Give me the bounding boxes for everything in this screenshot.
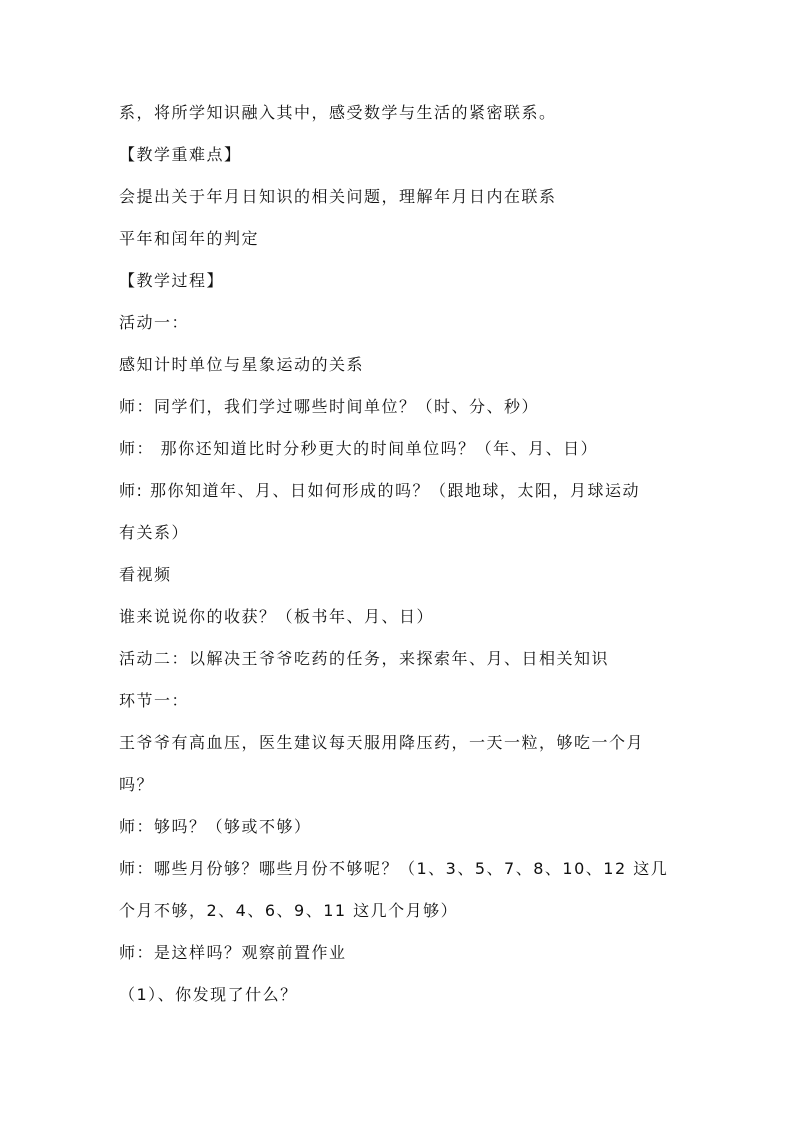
activity-two-heading: 活动二：以解决王爷爷吃药的任务，来探索年、月、日相关知识 [119,649,610,668]
step-one-heading: 环节一： [119,691,190,710]
dialogue-line-continuation: 个月不够，2、4、6、9、11 这几个月够） [119,901,459,920]
paragraph-line: 平年和闰年的判定 [119,229,260,248]
question-line: （1）、你发现了什么？ [119,985,298,1004]
paragraph-line: 感知计时单位与星象运动的关系 [119,355,365,374]
paragraph-line: 王爷爷有高血压，医生建议每天服用降压药，一天一粒，够吃一个月 [119,733,645,752]
section-heading-process: 【教学过程】 [119,271,225,290]
dialogue-line: 师：同学们，我们学过哪些时间单位？（时、分、秒） [119,397,540,416]
paragraph-line: 系，将所学知识融入其中，感受数学与生活的紧密联系。 [119,103,557,122]
paragraph-line: 会提出关于年月日知识的相关问题，理解年月日内在联系 [119,187,557,206]
activity-one-heading: 活动一： [119,313,190,332]
paragraph-line: 看视频 [119,565,172,584]
dialogue-line: 师：够吗？（够或不够） [119,817,312,836]
section-heading-key-points: 【教学重难点】 [119,145,242,164]
dialogue-line-continuation: 有关系） [119,523,190,542]
paragraph-line-continuation: 吗？ [119,775,155,794]
dialogue-line: 谁来说说你的收获？（板书年、月、日） [119,607,435,626]
dialogue-line: 师：哪些月份够？哪些月份不够呢？（1、3、5、7、8、10、12 这几 [119,859,669,878]
dialogue-line: 师：是这样吗？观察前置作业 [119,943,347,962]
dialogue-line: 师: 那你知道年、月、日如何形成的吗？（跟地球，太阳，月球运动 [119,481,640,500]
document-body [119,103,689,1005]
dialogue-line: 师： 那你还知道比时分秒更大的时间单位吗？（年、月、日） [119,439,599,458]
